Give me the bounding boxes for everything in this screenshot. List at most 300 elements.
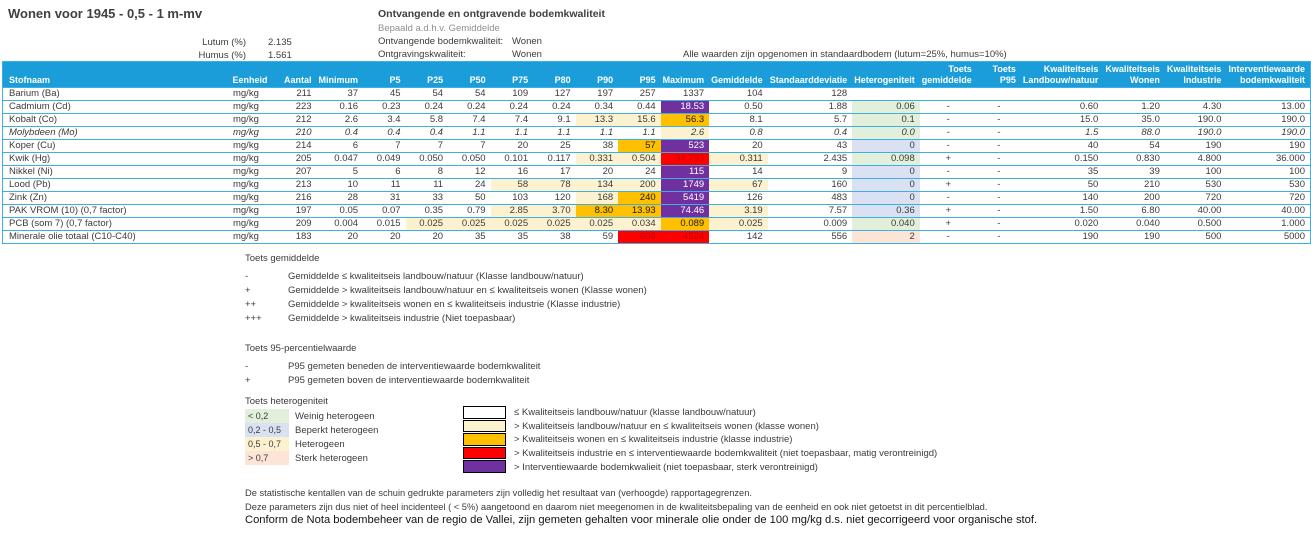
- table-cell[interactable]: 207: [273, 166, 317, 179]
- table-cell[interactable]: 0.040: [852, 218, 920, 231]
- table-cell[interactable]: 213: [273, 179, 317, 192]
- table-cell[interactable]: 0.07: [363, 205, 406, 218]
- table-cell[interactable]: 54: [1103, 140, 1165, 153]
- table-cell[interactable]: 100: [1226, 166, 1310, 179]
- table-cell[interactable]: mg/kg: [222, 166, 272, 179]
- table-cell[interactable]: 197: [273, 205, 317, 218]
- table-cell[interactable]: 5.8: [406, 114, 449, 127]
- table-cell[interactable]: 28: [317, 192, 364, 205]
- table-cell[interactable]: 223: [273, 101, 317, 114]
- table-cell[interactable]: 115: [661, 166, 710, 179]
- table-cell[interactable]: 8: [406, 166, 449, 179]
- table-row: [3, 88, 1311, 101]
- table-cell[interactable]: -: [977, 101, 1021, 114]
- table-cell[interactable]: [1103, 88, 1165, 101]
- table-cell[interactable]: 0.015: [363, 218, 406, 231]
- table-cell[interactable]: 20: [709, 140, 768, 153]
- table-cell[interactable]: 183: [273, 231, 317, 244]
- table-row: [3, 114, 1311, 127]
- table-cell[interactable]: 0.311: [709, 153, 768, 166]
- table-cell[interactable]: 0.009: [768, 218, 853, 231]
- legend-text: Gemiddelde > kwaliteitseis industrie (Niet toepasbaar): [288, 312, 516, 324]
- table-cell[interactable]: 200: [618, 179, 661, 192]
- table-cell[interactable]: 4.30: [1165, 101, 1227, 114]
- table-cell[interactable]: 2.435: [768, 153, 853, 166]
- table-cell[interactable]: 0.040: [1103, 218, 1165, 231]
- table-cell[interactable]: 134: [576, 179, 619, 192]
- table-cell[interactable]: -: [920, 101, 977, 114]
- table-cell[interactable]: 0.025: [406, 218, 449, 231]
- table-cell[interactable]: 59: [576, 231, 619, 244]
- table-cell[interactable]: 7.57: [768, 205, 853, 218]
- table-cell[interactable]: 45: [363, 88, 406, 101]
- column-header[interactable]: Toets gemiddelde: [920, 62, 977, 88]
- table-cell[interactable]: mg/kg: [222, 127, 272, 140]
- table-cell[interactable]: 8.1: [709, 114, 768, 127]
- table-cell[interactable]: 12: [448, 166, 491, 179]
- table-cell[interactable]: 530: [1165, 179, 1227, 192]
- table-cell[interactable]: -: [920, 192, 977, 205]
- table-cell[interactable]: 212: [273, 114, 317, 127]
- table-cell[interactable]: 109: [491, 88, 534, 101]
- table-cell[interactable]: 0.4: [317, 127, 364, 140]
- table-cell[interactable]: 20: [406, 231, 449, 244]
- table-cell[interactable]: 0.331: [576, 153, 619, 166]
- table-cell[interactable]: 1.1: [576, 127, 619, 140]
- table-cell[interactable]: 1337: [661, 88, 710, 101]
- table-cell[interactable]: -: [977, 127, 1021, 140]
- class-label: > Interventiewaarde bodemkwalieit (niet toepasbaar, sterk verontreinigd): [514, 461, 818, 473]
- table-row: [3, 205, 1311, 218]
- table-cell[interactable]: 720: [1165, 192, 1227, 205]
- table-cell[interactable]: -: [977, 218, 1021, 231]
- table-cell[interactable]: 18.53: [661, 101, 710, 114]
- table-cell[interactable]: 7.4: [491, 114, 534, 127]
- table-cell[interactable]: -: [920, 127, 977, 140]
- table-cell[interactable]: 9.1: [533, 114, 576, 127]
- table-cell[interactable]: 35: [448, 231, 491, 244]
- table-cell[interactable]: 35.0: [1103, 114, 1165, 127]
- table-cell[interactable]: 6.80: [1103, 205, 1165, 218]
- table-cell[interactable]: 210: [273, 127, 317, 140]
- table-cell[interactable]: [1165, 88, 1227, 101]
- table-cell[interactable]: 0.8: [709, 127, 768, 140]
- table-cell[interactable]: 0.0: [852, 127, 920, 140]
- table-cell[interactable]: 50: [1021, 179, 1103, 192]
- table-cell[interactable]: 58: [491, 179, 534, 192]
- table-cell[interactable]: 35: [491, 231, 534, 244]
- heterogeneity-range-swatch: < 0,2: [245, 409, 289, 423]
- table-cell[interactable]: 0: [852, 179, 920, 192]
- class-legend-item: [463, 420, 937, 434]
- substance-name[interactable]: PAK VROM (10) (0,7 factor): [3, 205, 223, 218]
- table-cell[interactable]: 720: [1226, 192, 1310, 205]
- table-cell[interactable]: [852, 88, 920, 101]
- table-cell[interactable]: 39: [1103, 166, 1165, 179]
- table-cell[interactable]: 20: [491, 140, 534, 153]
- table-cell[interactable]: 608: [618, 231, 661, 244]
- table-cell[interactable]: 209: [273, 218, 317, 231]
- column-header[interactable]: Aantal: [273, 62, 317, 88]
- column-header[interactable]: Toets P95: [977, 62, 1021, 88]
- table-cell[interactable]: 24: [448, 179, 491, 192]
- table-cell[interactable]: 3.19: [709, 205, 768, 218]
- table-cell[interactable]: -: [977, 205, 1021, 218]
- table-cell[interactable]: 40.00: [1165, 205, 1227, 218]
- table-cell[interactable]: 15.6: [618, 114, 661, 127]
- table-cell[interactable]: 20: [363, 231, 406, 244]
- table-cell[interactable]: 2.6: [317, 114, 364, 127]
- table-cell[interactable]: -: [977, 140, 1021, 153]
- column-header[interactable]: Interventiewaarde bodemkwaliteit: [1226, 62, 1310, 88]
- receiving-value: Wonen: [512, 36, 542, 47]
- table-cell[interactable]: 5419: [661, 192, 710, 205]
- column-header[interactable]: P5: [363, 62, 406, 88]
- table-cell[interactable]: 7.4: [448, 114, 491, 127]
- table-cell[interactable]: 216: [273, 192, 317, 205]
- column-header[interactable]: Kwaliteitseis Industrie: [1165, 62, 1227, 88]
- class-legend-item: [463, 406, 937, 420]
- table-cell[interactable]: 1.1: [618, 127, 661, 140]
- table-cell[interactable]: 0.150: [1021, 153, 1103, 166]
- table-cell[interactable]: [1226, 88, 1310, 101]
- table-cell[interactable]: 54: [406, 88, 449, 101]
- substance-name[interactable]: Barium (Ba): [3, 88, 223, 101]
- table-cell[interactable]: 1.1: [491, 127, 534, 140]
- table-cell[interactable]: 0.16: [317, 101, 364, 114]
- table-cell[interactable]: 10: [317, 179, 364, 192]
- table-cell[interactable]: 2.85: [491, 205, 534, 218]
- table-cell[interactable]: -: [977, 153, 1021, 166]
- humus-value: 1.561: [268, 50, 292, 61]
- table-cell[interactable]: 0.504: [618, 153, 661, 166]
- table-cell[interactable]: 1.000: [1226, 218, 1310, 231]
- table-cell[interactable]: 190.0: [1226, 127, 1310, 140]
- table-cell[interactable]: mg/kg: [222, 218, 272, 231]
- table-cell[interactable]: 5.7: [768, 114, 853, 127]
- table-cell[interactable]: 14: [709, 166, 768, 179]
- table-cell[interactable]: 126: [709, 192, 768, 205]
- table-cell[interactable]: 556: [768, 231, 853, 244]
- table-cell[interactable]: +: [920, 205, 977, 218]
- column-header[interactable]: P80: [533, 62, 576, 88]
- table-cell[interactable]: 2.6: [661, 127, 710, 140]
- table-cell[interactable]: 1.88: [768, 101, 853, 114]
- table-cell[interactable]: [920, 88, 977, 101]
- table-cell[interactable]: 0.025: [709, 218, 768, 231]
- table-cell[interactable]: mg/kg: [222, 140, 272, 153]
- table-cell[interactable]: 160: [768, 179, 853, 192]
- table-cell[interactable]: 0.089: [661, 218, 710, 231]
- table-cell[interactable]: +: [920, 179, 977, 192]
- column-header[interactable]: P90: [576, 62, 619, 88]
- table-cell[interactable]: [977, 88, 1021, 101]
- table-cell[interactable]: 5000: [1226, 231, 1310, 244]
- table-cell[interactable]: 5: [317, 166, 364, 179]
- table-cell[interactable]: mg/kg: [222, 114, 272, 127]
- table-cell[interactable]: -: [977, 114, 1021, 127]
- table-cell[interactable]: 4524: [661, 231, 710, 244]
- table-cell[interactable]: 128: [768, 88, 853, 101]
- table-cell[interactable]: 214: [273, 140, 317, 153]
- table-cell[interactable]: 0.025: [448, 218, 491, 231]
- table-cell[interactable]: 24: [618, 166, 661, 179]
- table-cell[interactable]: 120: [533, 192, 576, 205]
- table-cell[interactable]: 0.098: [852, 153, 920, 166]
- table-cell[interactable]: 34.793: [661, 153, 710, 166]
- table-cell[interactable]: 88.0: [1103, 127, 1165, 140]
- table-cell[interactable]: 530: [1226, 179, 1310, 192]
- table-cell[interactable]: 4.800: [1165, 153, 1227, 166]
- table-cell[interactable]: 7: [448, 140, 491, 153]
- table-cell[interactable]: 8.30: [576, 205, 619, 218]
- table-cell[interactable]: 0.050: [448, 153, 491, 166]
- table-cell[interactable]: 0.500: [1165, 218, 1227, 231]
- table-cell[interactable]: 78: [533, 179, 576, 192]
- table-cell[interactable]: 0.60: [1021, 101, 1103, 114]
- table-cell[interactable]: 190.0: [1165, 127, 1227, 140]
- table-cell[interactable]: 0.50: [709, 101, 768, 114]
- class-label: > Kwaliteitseis industrie en ≤ interventiewaarde bodemkwaliteit (niet toepasbaar, matig verontreinigd): [514, 448, 938, 460]
- table-cell[interactable]: -: [977, 192, 1021, 205]
- table-cell[interactable]: 190: [1165, 140, 1227, 153]
- table-cell[interactable]: 35: [1021, 166, 1103, 179]
- table-cell[interactable]: 205: [273, 153, 317, 166]
- table-cell[interactable]: 2: [852, 231, 920, 244]
- table-cell[interactable]: 3.4: [363, 114, 406, 127]
- table-cell[interactable]: 1749: [661, 179, 710, 192]
- table-cell[interactable]: 13.00: [1226, 101, 1310, 114]
- table-cell[interactable]: 31: [363, 192, 406, 205]
- table-cell[interactable]: 168: [576, 192, 619, 205]
- table-cell[interactable]: 57: [618, 140, 661, 153]
- column-header[interactable]: P50: [448, 62, 491, 88]
- table-cell[interactable]: -: [977, 179, 1021, 192]
- legend-item: [245, 283, 647, 297]
- table-cell[interactable]: 56.3: [661, 114, 710, 127]
- table-cell[interactable]: 190.0: [1226, 114, 1310, 127]
- table-cell[interactable]: mg/kg: [222, 153, 272, 166]
- table-cell[interactable]: 0.025: [576, 218, 619, 231]
- column-header[interactable]: P25: [406, 62, 449, 88]
- table-cell[interactable]: 0.44: [618, 101, 661, 114]
- table-cell[interactable]: 6: [363, 166, 406, 179]
- table-cell[interactable]: 0.24: [491, 101, 534, 114]
- table-cell[interactable]: -: [920, 140, 977, 153]
- table-row: [3, 140, 1311, 153]
- legend-symbol: +++: [245, 312, 262, 324]
- table-cell[interactable]: mg/kg: [222, 231, 272, 244]
- table-cell[interactable]: 67: [709, 179, 768, 192]
- heterogeneity-range-swatch: 0,2 - 0,5: [245, 423, 289, 437]
- class-color-swatch: [463, 406, 506, 419]
- legend-toets-gemiddelde: [245, 253, 647, 325]
- table-cell[interactable]: 1.50: [1021, 205, 1103, 218]
- column-header[interactable]: Heterogeniteit: [852, 62, 920, 88]
- table-cell[interactable]: 0: [852, 166, 920, 179]
- table-cell[interactable]: 190: [1103, 231, 1165, 244]
- table-cell[interactable]: +: [920, 218, 977, 231]
- table-body: [3, 88, 1311, 244]
- table-cell[interactable]: 0.79: [448, 205, 491, 218]
- substance-name[interactable]: Minerale olie totaal (C10-C40): [3, 231, 223, 244]
- column-header[interactable]: P95: [618, 62, 661, 88]
- table-cell[interactable]: 0.35: [406, 205, 449, 218]
- table-cell[interactable]: 6: [317, 140, 364, 153]
- table-cell[interactable]: 16: [491, 166, 534, 179]
- table-cell[interactable]: 127: [533, 88, 576, 101]
- table-cell[interactable]: 0.1: [852, 114, 920, 127]
- table-cell[interactable]: 104: [709, 88, 768, 101]
- table-cell[interactable]: 103: [491, 192, 534, 205]
- substance-name[interactable]: Molybdeen (Mo): [3, 127, 223, 140]
- substance-name[interactable]: Nikkel (Ni): [3, 166, 223, 179]
- class-label: > Kwaliteitseis landbouw/natuur en ≤ kwaliteitseis wonen (klasse wonen): [514, 420, 819, 432]
- table-cell[interactable]: 13.93: [618, 205, 661, 218]
- table-cell[interactable]: 0.36: [852, 205, 920, 218]
- table-cell[interactable]: 7: [363, 140, 406, 153]
- table-cell[interactable]: 0.05: [317, 205, 364, 218]
- table-cell[interactable]: 15.0: [1021, 114, 1103, 127]
- table-cell[interactable]: 140: [1021, 192, 1103, 205]
- table-cell[interactable]: 197: [576, 88, 619, 101]
- table-cell[interactable]: 40: [1021, 140, 1103, 153]
- table-cell[interactable]: 3.70: [533, 205, 576, 218]
- table-cell[interactable]: -: [977, 166, 1021, 179]
- column-header[interactable]: Kwaliteitseis Landbouw/natuur: [1021, 62, 1103, 88]
- table-cell[interactable]: 1.1: [448, 127, 491, 140]
- substance-name[interactable]: Cadmium (Cd): [3, 101, 223, 114]
- class-color-swatch: [463, 447, 506, 460]
- table-cell[interactable]: 200: [1103, 192, 1165, 205]
- table-cell[interactable]: 36.000: [1226, 153, 1310, 166]
- table-cell[interactable]: 38: [533, 231, 576, 244]
- table-cell[interactable]: 38: [576, 140, 619, 153]
- table-cell[interactable]: 0.24: [406, 101, 449, 114]
- class-label: ≤ Kwaliteitseis landbouw/natuur (klasse landbouw/natuur): [514, 407, 756, 419]
- column-header[interactable]: Standaarddeviatie: [768, 62, 853, 88]
- column-header[interactable]: Minimum: [317, 62, 364, 88]
- table-cell[interactable]: 0.025: [533, 218, 576, 231]
- table-cell[interactable]: +: [920, 153, 977, 166]
- table-cell[interactable]: 0: [852, 140, 920, 153]
- substance-name[interactable]: Kobalt (Co): [3, 114, 223, 127]
- legend-heterogeniteit: [245, 396, 378, 465]
- table-cell[interactable]: 11: [363, 179, 406, 192]
- table-cell[interactable]: 0.4: [768, 127, 853, 140]
- column-header[interactable]: Gemiddelde: [709, 62, 768, 88]
- table-cell[interactable]: 0.830: [1103, 153, 1165, 166]
- substance-name[interactable]: Lood (Pb): [3, 179, 223, 192]
- table-cell[interactable]: 20: [317, 231, 364, 244]
- table-cell[interactable]: 74.46: [661, 205, 710, 218]
- legend-avg-items: [245, 269, 647, 325]
- table-cell[interactable]: 7: [406, 140, 449, 153]
- table-cell[interactable]: 190.0: [1165, 114, 1227, 127]
- table-cell[interactable]: 0.034: [618, 218, 661, 231]
- table-cell[interactable]: 483: [768, 192, 853, 205]
- table-cell[interactable]: mg/kg: [222, 205, 272, 218]
- column-header[interactable]: Eenheid: [222, 62, 272, 88]
- table-cell[interactable]: 240: [618, 192, 661, 205]
- table-cell[interactable]: 0.050: [406, 153, 449, 166]
- table-cell[interactable]: 523: [661, 140, 710, 153]
- table-cell[interactable]: 210: [1103, 179, 1165, 192]
- class-label: > Kwaliteitseis wonen en ≤ kwaliteitseis industrie (klasse industrie): [514, 434, 793, 446]
- table-cell[interactable]: 17: [533, 166, 576, 179]
- column-header[interactable]: Stofnaam: [3, 62, 223, 88]
- table-cell[interactable]: 142: [709, 231, 768, 244]
- table-cell[interactable]: -: [920, 231, 977, 244]
- table-cell[interactable]: 211: [273, 88, 317, 101]
- legend-item: [245, 373, 540, 387]
- table-cell[interactable]: 190: [1226, 140, 1310, 153]
- column-header[interactable]: Kwaliteitseis Wonen: [1103, 62, 1165, 88]
- substance-name[interactable]: Koper (Cu): [3, 140, 223, 153]
- table-cell[interactable]: 0.23: [363, 101, 406, 114]
- table-cell[interactable]: 0.004: [317, 218, 364, 231]
- table-cell[interactable]: 0.24: [448, 101, 491, 114]
- table-cell[interactable]: 0.06: [852, 101, 920, 114]
- table-cell[interactable]: mg/kg: [222, 192, 272, 205]
- table-cell[interactable]: 190: [1021, 231, 1103, 244]
- table-cell[interactable]: 0.047: [317, 153, 364, 166]
- table-cell[interactable]: 0: [852, 192, 920, 205]
- table-cell[interactable]: 0.101: [491, 153, 534, 166]
- table-cell[interactable]: 33: [406, 192, 449, 205]
- table-cell[interactable]: 9: [768, 166, 853, 179]
- table-cell[interactable]: 25: [533, 140, 576, 153]
- column-header[interactable]: Maximum: [661, 62, 710, 88]
- table-cell[interactable]: 54: [448, 88, 491, 101]
- table-cell[interactable]: [1021, 88, 1103, 101]
- substance-name[interactable]: PCB (som 7) (0,7 factor): [3, 218, 223, 231]
- table-cell[interactable]: -: [920, 166, 977, 179]
- table-cell[interactable]: 0.4: [363, 127, 406, 140]
- table-cell[interactable]: 20: [576, 166, 619, 179]
- table-cell[interactable]: 257: [618, 88, 661, 101]
- table-cell[interactable]: 0.020: [1021, 218, 1103, 231]
- table-cell[interactable]: 50: [448, 192, 491, 205]
- table-cell[interactable]: 0.117: [533, 153, 576, 166]
- table-cell[interactable]: 500: [1165, 231, 1227, 244]
- table-cell[interactable]: -: [920, 114, 977, 127]
- table-cell[interactable]: 100: [1165, 166, 1227, 179]
- table-cell[interactable]: 40.00: [1226, 205, 1310, 218]
- table-cell[interactable]: -: [977, 231, 1021, 244]
- table-cell[interactable]: 0.34: [576, 101, 619, 114]
- humus-label: Humus (%): [198, 50, 246, 61]
- heterogeneity-label: Weinig heterogeen: [295, 410, 375, 422]
- table-cell[interactable]: 13.3: [576, 114, 619, 127]
- table-cell[interactable]: 0.049: [363, 153, 406, 166]
- table-cell[interactable]: 0.025: [491, 218, 534, 231]
- table-cell[interactable]: mg/kg: [222, 179, 272, 192]
- table-cell[interactable]: mg/kg: [222, 101, 272, 114]
- table-cell[interactable]: 1.1: [533, 127, 576, 140]
- substance-name[interactable]: Kwik (Hg): [3, 153, 223, 166]
- table-cell[interactable]: 1.20: [1103, 101, 1165, 114]
- table-cell[interactable]: 0.24: [533, 101, 576, 114]
- substance-name[interactable]: Zink (Zn): [3, 192, 223, 205]
- table-cell[interactable]: 43: [768, 140, 853, 153]
- column-header[interactable]: P75: [491, 62, 534, 88]
- table-cell[interactable]: mg/kg: [222, 88, 272, 101]
- table-cell[interactable]: 0.4: [406, 127, 449, 140]
- table-cell[interactable]: 37: [317, 88, 364, 101]
- table-cell[interactable]: 1.5: [1021, 127, 1103, 140]
- table-cell[interactable]: 11: [406, 179, 449, 192]
